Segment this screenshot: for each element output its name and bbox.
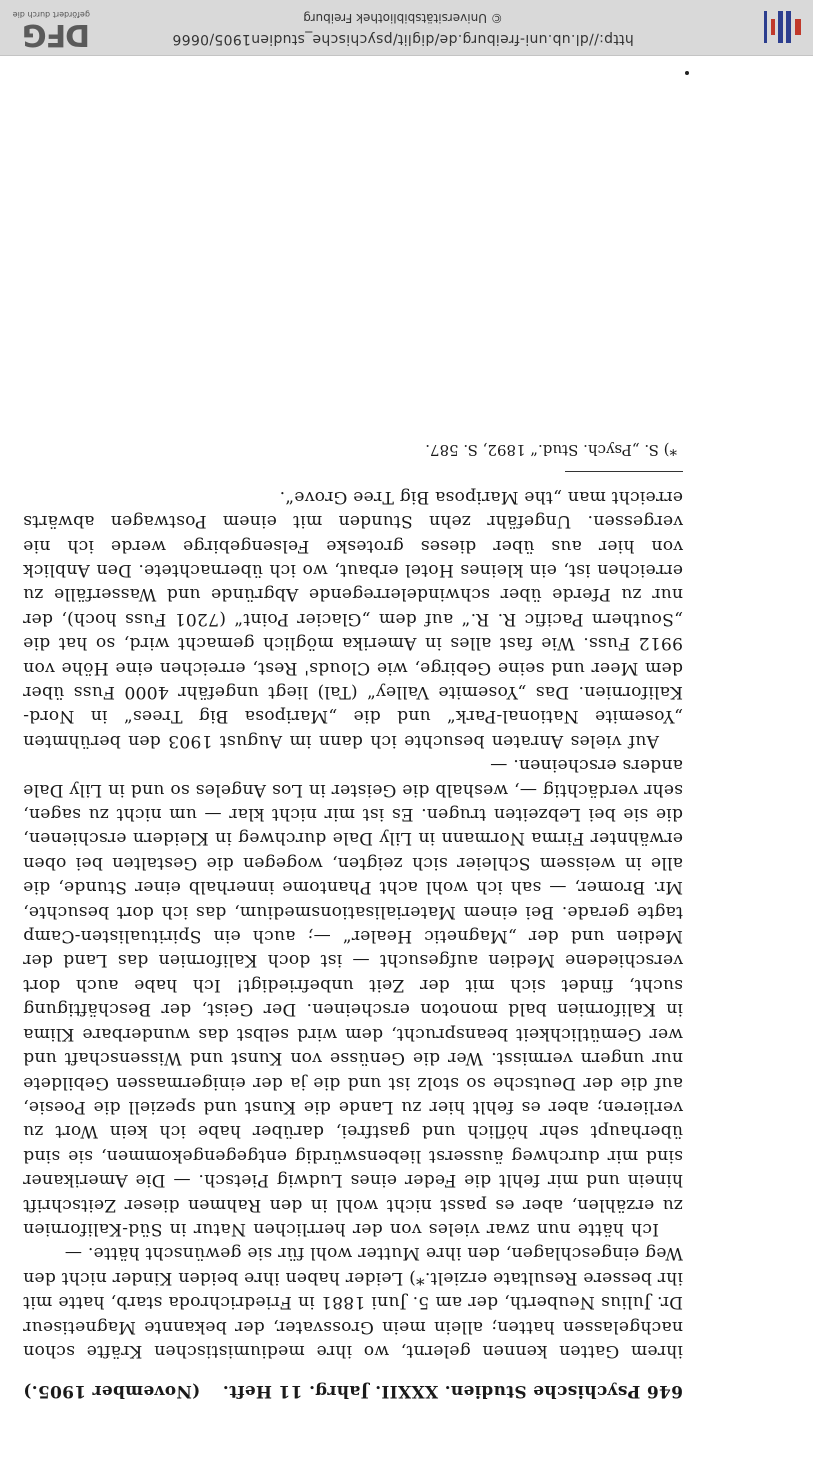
paragraph-1: ihrem Gatten kennen gelernt, wo ihre mediumistischen Kräfte schon nachgelassen hatten; allein mein Grossvater, der bekannte Magnetiseur Dr. Julius Neuberth, der am 5. Juni 1881 in Friedrichroda starb, hatte mit ihr bessere Resultate erzielt.*) Leider haben ihre beiden Kinder nicht den Weg eingeschlagen, den ihre Mutter wohl für sie gewünscht hätte. —: [23, 1243, 683, 1361]
running-header: [23, 1381, 683, 1401]
document-page: [23, 439, 683, 1401]
dfg-logo-text: DFG: [22, 17, 90, 52]
body-text: [23, 484, 683, 1363]
header-left: 646 Psychische Studien. XXXII. Jahrg. 11 Heft.: [222, 1381, 683, 1401]
dfg-logo[interactable]: [8, 5, 90, 52]
paragraph-2: Ich hätte nun zwar vieles von der herrlichen Natur in Süd-Kalifornien zu erzählen, aber es passt nicht wohl in den Rahmen dieser Zeitschrift hinein und mir fehlt die Feder eines Ludwig Pietsch. — Die Amerikaner sind mir durchweg äusserst liebenswürdig entgegengekommen, sie sind überhaupt sehr höflich und gastfrei, darüber habe ich kein Wort zu verlieren; aber es fehlt hier zu Lande die Kunst und speziell die Poesie, auf die der Deutsche so stolz ist und die ja der einigermassen Gebildete nur ungern vermisst. Wer die Genüsse von Kunst und Wissenschaft und wer Gemütlichkeit beansprucht, dem wird selbst das wunderbare Klima in Kalifornien bald monoton erscheinen. Der Geist, der Beschäftigung sucht, findet sich mit der Zeit unbefriedigt! Ich habe auch dort verschiedene Medien aufgesucht — ist doch Kalifornien das Land der Medien und der „Magnetic Healer“ —; auch ein Spiritualisten-Camp tagte gerade. Bei einem Materialisationsmedium, das ich dort besuchte, Mr. Bromer, — sah ich wohl acht Phantome innerhalb einer Stunde, die alle in weissem Schleier sich zeigten, wogegen die Gestalten bei oben erwähnter Firma Normann in Lily Dale durchweg in Kleidern erschienen, die sie bei Lebzeiten trugen. Es ist mir nicht klar — um nicht zu sagen, sehr verdächtig —, weshalb die Geister in Los Angeles so und in Lily Dale anders erscheinen. —: [23, 755, 683, 1239]
copyright-note: © Universitätsbibliothek Freiburg: [303, 11, 503, 25]
paragraph-3: Auf vieles Anraten besuchte ich dann im August 1903 den berühmten „Yosemite National-Park“ und die „Mariposa Big Trees“ in Nord-Kalifornien. Das „Yosemite Valley“ (Tal) liegt ungefähr 4000 Fuss über dem Meer und seine Gebirge, wie Clouds' Rest, erreichen eine Höhe von 9912 Fuss. Wie fast alles in Amerika möglich gemacht wird, so hat die „Southern Pacific R. R.“ auf dem „Glacier Point“ (7201 Fuss hoch), der nur zu Pferde über schwindelerregende Abgründe und Wasserfälle zu erreichen ist, ein kleines Hotel erbaut, wo ich übernachtete. Den Anblick von hier aus über dieses groteske Felsengebirge werde ich nie vergessen. Ungefähr zehn Stunden mit einem Postwagen abwärts erreicht man „the Mariposa Big Tree Grove“.: [23, 486, 683, 751]
speck-mark: [685, 71, 689, 75]
document-meta: [123, 9, 683, 51]
viewer-bar: [0, 0, 813, 56]
header-right: (November 1905.): [23, 1381, 201, 1401]
document-url[interactable]: http://dl.ub.uni-freiburg.de/diglit/psychische_studien1905/0666: [172, 31, 634, 47]
dfg-sub-text: gefördert durch die: [12, 10, 90, 19]
footnote: *) S. „Psych. Stud.“ 1892, S. 587.: [425, 441, 677, 460]
library-logo-icon[interactable]: [759, 7, 805, 47]
footnote-rule: [565, 471, 683, 472]
